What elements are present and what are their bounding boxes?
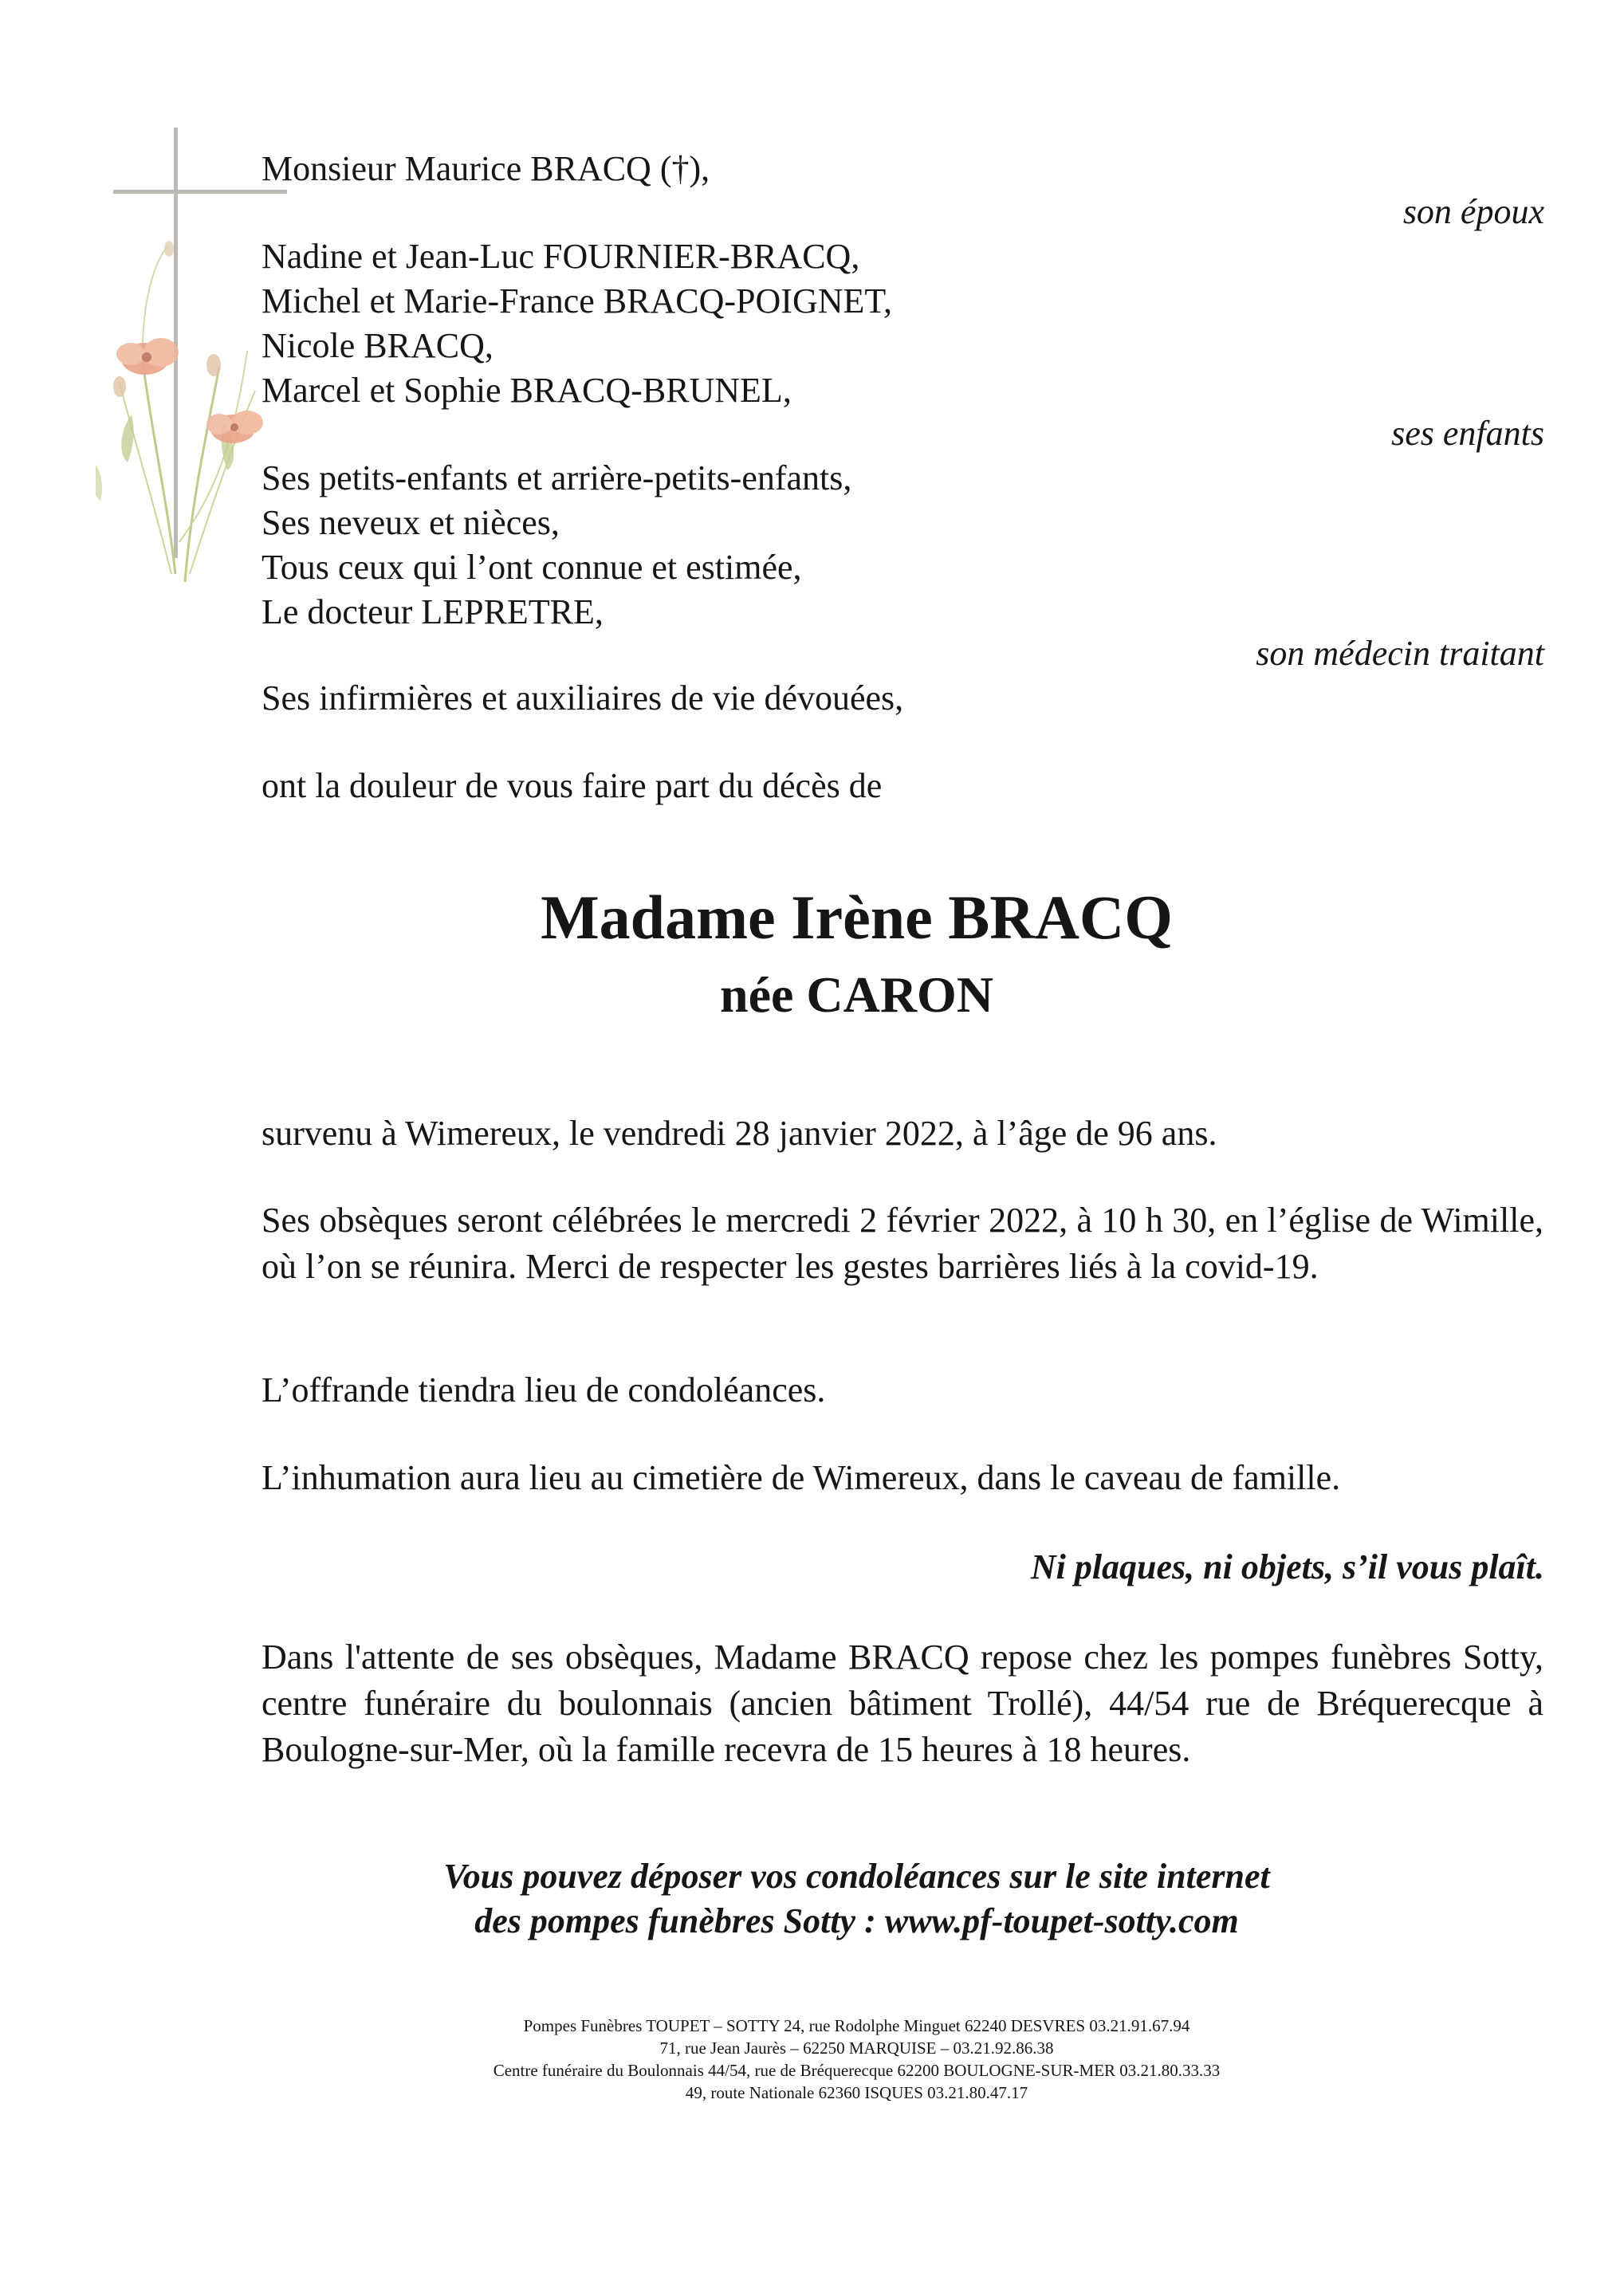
condolences-website-line: Vous pouvez déposer vos condoléances sur le site internet	[443, 1857, 1270, 1896]
footer-address: 71, rue Jean Jaurès – 62250 MARQUISE – 03.21.92.86.38	[659, 2038, 1054, 2058]
spouse-relation: son époux	[1402, 192, 1544, 231]
spouse-line: Monsieur Maurice BRACQ (†),	[261, 149, 710, 188]
cross-with-poppies-icon	[96, 128, 287, 638]
other-line: Le docteur LEPRETRE,	[261, 592, 604, 631]
footer-address: Pompes Funèbres TOUPET – SOTTY 24, rue Rodolphe Minguet 62240 DESVRES 03.21.91.67.94	[523, 2016, 1190, 2035]
no-plaques-note: Ni plaques, ni objets, s’il vous plaît.	[1030, 1547, 1544, 1586]
funeral-details: Ses obsèques seront célébrées le mercredi 2 février 2022, à 10 h 30, en l’église de Wimille, où l’on se réunira. Merci de respecter les gestes barrières liés à la covid-19.	[261, 1201, 1543, 1286]
footer-address: 49, route Nationale 62360 ISQUES 03.21.80.47.17	[685, 2083, 1028, 2102]
child-line: Nadine et Jean-Luc FOURNIER-BRACQ,	[261, 237, 860, 276]
other-line: Tous ceux qui l’ont connue et estimée,	[261, 548, 802, 587]
doctor-relation: son médecin traitant	[1256, 634, 1544, 673]
burial-details: L’inhumation aura lieu au cimetière de Wimereux, dans le caveau de famille.	[261, 1458, 1341, 1497]
offering-note: L’offrande tiendra lieu de condoléances.	[261, 1370, 826, 1409]
nurses-line: Ses infirmières et auxiliaires de vie dévouées,	[261, 678, 904, 718]
announcement-line: ont la douleur de vous faire part du décès de	[261, 766, 883, 805]
deceased-maiden-name: née CARON	[719, 966, 994, 1023]
child-line: Nicole BRACQ,	[261, 326, 493, 365]
other-line: Ses neveux et nièces,	[261, 503, 560, 542]
child-line: Michel et Marie-France BRACQ-POIGNET,	[261, 281, 892, 320]
condolences-website-line: des pompes funèbres Sotty : www.pf-toupet-sotty.com	[474, 1901, 1239, 1940]
deceased-name: Madame Irène BRACQ	[541, 883, 1173, 952]
death-details: survenu à Wimereux, le vendredi 28 janvier 2022, à l’âge de 96 ans.	[261, 1114, 1217, 1153]
child-line: Marcel et Sophie BRACQ-BRUNEL,	[261, 371, 792, 410]
other-line: Ses petits-enfants et arrière-petits-enfants,	[261, 458, 852, 497]
repose-details: Dans l'attente de ses obsèques, Madame BRACQ repose chez les pompes funèbres Sotty, centre funéraire du boulonnais (ancien bâtiment Trollé), 44/54 rue de Bréquerecque à Boulogne-sur-Mer, où la famille recevra de 15 heures à 18 heures.	[261, 1637, 1543, 1769]
children-relation: ses enfants	[1391, 414, 1544, 453]
footer-address: Centre funéraire du Boulonnais 44/54, rue de Bréquerecque 62200 BOULOGNE-SUR-MER 03.21.80.33.33	[493, 2061, 1221, 2080]
